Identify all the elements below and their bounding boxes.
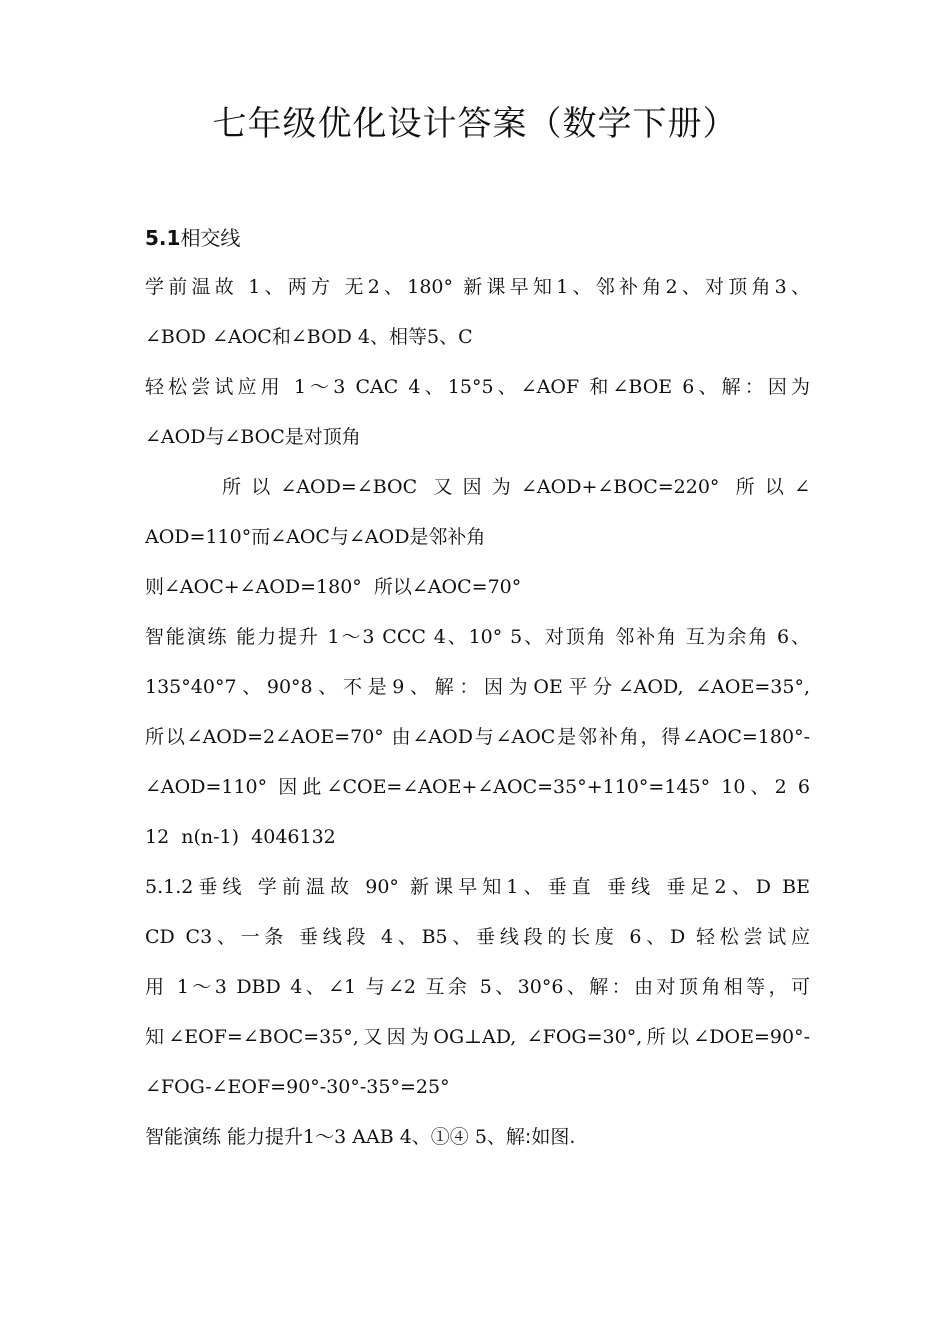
text-line-last — [145, 1112, 810, 1162]
text-line-part: 解:如图. — [505, 1126, 576, 1148]
text-line: CD C3、一条 垂线段 4、B5、垂线段的长度 6、D 轻松尝试应 — [145, 926, 810, 948]
text-line: 智能演练 能力提升 1～3 CCC 4、10° 5、对顶角 邻补角 互为余角 6、 — [145, 626, 810, 648]
section-name: 相交线 — [180, 226, 241, 250]
text-line: 学前温故 1、两方 无2、180° 新课早知1、邻补角2、对顶角3、 — [145, 276, 810, 298]
text-line: 所以∠AOD=∠BOC 又因为∠AOD+∠BOC=220° 所以∠ — [222, 476, 810, 498]
text-line: ∠AOD=110° 因此∠COE=∠AOE+∠AOC=35°+110°=145° 10、2 6 — [145, 776, 810, 798]
text-line: 知∠EOF=∠BOC=35°,又因为OG⊥AD, ∠FOG=30°,所以∠DOE=90°- — [145, 1026, 810, 1048]
text-line: 轻松尝试应用 1～3 CAC 4、15°5、∠AOF 和∠BOE 6、解：因为 — [145, 376, 810, 398]
text-line: ∠BOD ∠AOC和∠BOD 4、相等5、C — [145, 326, 473, 348]
text-line-part: 智能演练 能力提升1～3 AAB 4、①④ 5、 — [145, 1126, 506, 1148]
section-heading — [145, 222, 240, 251]
text-line: 5.1.2垂线 学前温故 90° 新课早知1、垂直 垂线 垂足2、D BE — [145, 876, 810, 898]
section-number: 5.1 — [145, 226, 181, 250]
text-line: 12 n(n-1) 4046132 — [145, 826, 336, 848]
answer-body — [145, 262, 810, 1162]
text-line: 所以∠AOD=2∠AOE=70° 由∠AOD与∠AOC是邻补角，得∠AOC=180°- — [145, 726, 810, 748]
text-line: ∠FOG-∠EOF=90°-30°-35°=25° — [145, 1076, 450, 1098]
text-line: AOD=110°而∠AOC与∠AOD是邻补角 — [145, 526, 486, 548]
text-line: 用 1～3 DBD 4、∠1 与∠2 互余 5、30°6、解：由对顶角相等，可 — [145, 976, 810, 998]
text-line: 则∠AOC+∠AOD=180° 所以∠AOC=70° — [145, 576, 522, 598]
text-line: ∠AOD与∠BOC是对顶角 — [145, 426, 361, 448]
page-title: 七年级优化设计答案（数学下册） — [212, 104, 738, 144]
text-line: 135°40°7、90°8、不是9、解：因为OE平分∠AOD, ∠AOE=35°, — [145, 676, 810, 698]
